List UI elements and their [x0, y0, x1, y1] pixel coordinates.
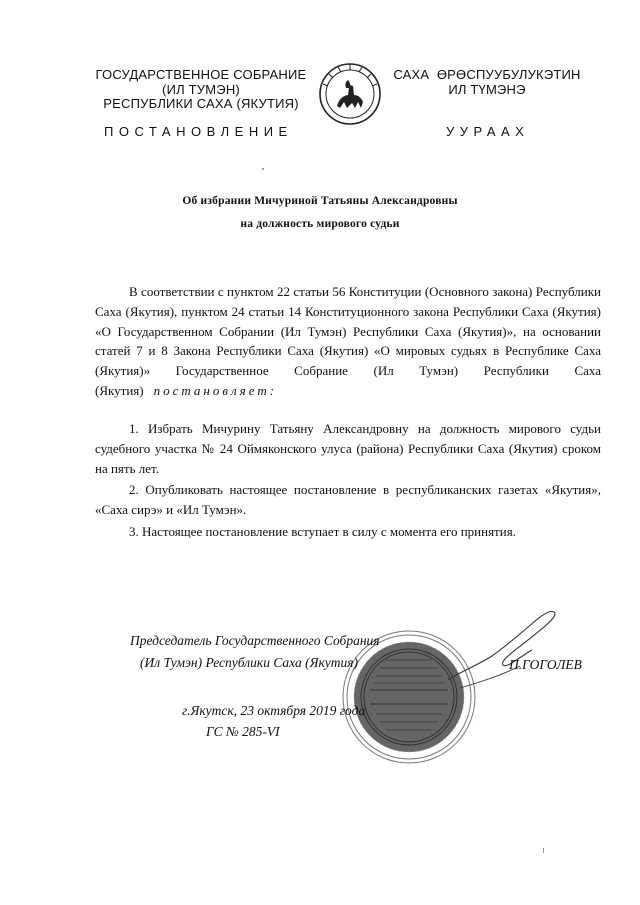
- resolves-word: постановляет:: [153, 382, 278, 398]
- doc-type-russian: ПОСТАНОВЛЕНИЕ: [104, 124, 293, 139]
- preamble-paragraph: [95, 282, 601, 401]
- item-3-paragraph: [95, 522, 601, 542]
- header-right-line-2: ИЛ ТҮМЭНЭ: [448, 81, 526, 97]
- item-2-text: 2. Опубликовать настоящее постановление в республиканских газетах «Якутия», «Саха сирэ» и «Ил Тумэн».: [95, 482, 601, 517]
- header-left-line-1: ГОСУДАРСТВЕННОЕ СОБРАНИЕ: [95, 67, 307, 82]
- scan-speck: [543, 848, 544, 853]
- item-2-paragraph: [95, 480, 601, 520]
- header-left-line-3: РЕСПУБЛИКИ САХА (ЯКУТИЯ): [103, 96, 299, 111]
- scan-speck: [262, 168, 264, 170]
- signatory-position-line-1: Председатель Государственного Собрания: [130, 633, 380, 648]
- item-1-paragraph: [95, 419, 601, 478]
- doc-type-yakut: УУРААХ: [446, 124, 530, 139]
- signatory-position-line-2: (Ил Тумэн) Республики Саха (Якутия): [140, 655, 359, 670]
- handwritten-signature-icon: [440, 606, 560, 694]
- header-right-line-1: САХА ӨРӨСПУУБУЛУКЭТИН: [393, 67, 581, 82]
- document-title-line-1: Об избрании Мичуриной Татьяны Александровны: [182, 195, 458, 207]
- header-left-block: [82, 68, 320, 112]
- header-left-line-2: (ИЛ ТУМЭН): [162, 81, 240, 97]
- document-title-line-2: на должность мирового судьи: [240, 218, 400, 230]
- coat-of-arms-emblem-icon: [318, 62, 382, 126]
- header-right-block: [382, 68, 592, 97]
- signatory-name: П.ГОГОЛЕВ: [509, 657, 582, 672]
- item-3-text: 3. Настоящее постановление вступает в силу с момента его принятия.: [129, 524, 516, 539]
- place-and-date: г.Якутск, 23 октября 2019 года: [182, 703, 366, 718]
- item-1-text: 1. Избрать Мичурину Татьяну Александровну на должность мирового судьи судебного участка № 24 Оймяконского улуса (района) Республики Саха (Якутия) сроком на пять лет.: [95, 421, 601, 476]
- registration-number: ГС № 285-VI: [206, 724, 280, 739]
- preamble-text: В соответствии с пунктом 22 статьи 56 Конституции (Основного закона) Республики Саха (Якутия), пунктом 24 статьи 14 Конституционного закона Республики Саха (Якутия) «О Государственном Собрании (Ил Тумэн) Республики Саха (Якутия)», на основании статей 7 и 8 Закона Республики Саха (Якутия) «О мировых судьях в Республике Саха (Якутия)» Государственное Собрание (Ил Тумэн) Республики Саха (Якутия): [95, 284, 601, 398]
